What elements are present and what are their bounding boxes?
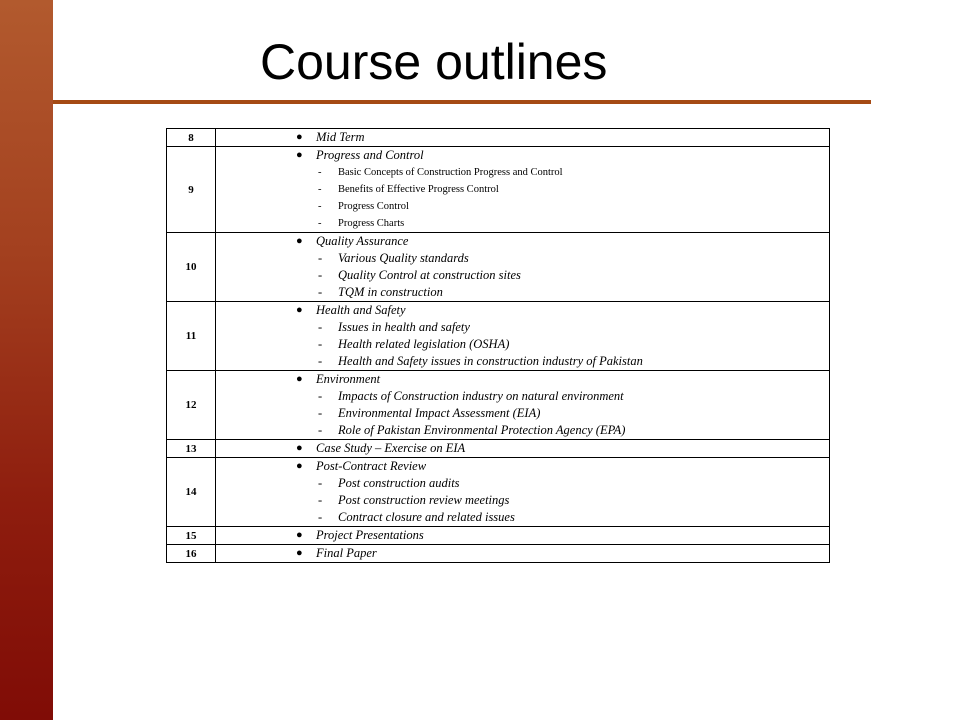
table-row (167, 545, 830, 563)
table-row (167, 440, 830, 458)
list-item (216, 250, 829, 267)
topic-title: Post-Contract Review (316, 459, 427, 473)
bullet-icon: ● (296, 529, 303, 541)
dash-icon: - (318, 201, 322, 212)
list-item (216, 215, 829, 232)
subtopic-text: Impacts of Construction industry on natural environment (338, 389, 624, 403)
subtopic-list (216, 250, 829, 301)
topic-heading (216, 147, 829, 164)
week-number: 12 (167, 371, 216, 440)
week-number: 14 (167, 458, 216, 527)
list-item (216, 319, 829, 336)
bullet-icon: ● (296, 547, 303, 559)
topic-cell (216, 233, 830, 302)
topic-heading (216, 371, 829, 388)
list-item (216, 164, 829, 181)
dash-icon: - (318, 493, 323, 507)
topic-cell (216, 147, 830, 233)
dash-icon: - (318, 320, 323, 334)
week-number: 16 (167, 545, 216, 563)
subtopic-text: TQM in construction (338, 285, 443, 299)
subtopic-text: Health related legislation (OSHA) (338, 337, 510, 351)
topic-heading (216, 233, 829, 250)
subtopic-text: Post construction review meetings (338, 493, 510, 507)
topic-cell (216, 440, 830, 458)
week-number: 13 (167, 440, 216, 458)
subtopic-list (216, 164, 829, 232)
subtopic-text: Issues in health and safety (338, 320, 470, 334)
dash-icon: - (318, 354, 323, 368)
dash-icon: - (318, 510, 323, 524)
list-item (216, 509, 829, 526)
subtopic-text: Benefits of Effective Progress Control (338, 184, 499, 195)
subtopic-text: Role of Pakistan Environmental Protection Agency (EPA) (338, 423, 626, 437)
topic-title: Mid Term (316, 130, 365, 144)
dash-icon: - (318, 389, 323, 403)
subtopic-text: Contract closure and related issues (338, 510, 515, 524)
table-row (167, 458, 830, 527)
bullet-icon: ● (296, 460, 303, 472)
topic-title: Progress and Control (316, 148, 424, 162)
dash-icon: - (318, 285, 323, 299)
bullet-icon: ● (296, 373, 303, 385)
topic-heading (216, 129, 829, 146)
topic-heading (216, 458, 829, 475)
list-item (216, 336, 829, 353)
topic-cell (216, 458, 830, 527)
subtopic-text: Health and Safety issues in construction industry of Pakistan (338, 354, 643, 368)
list-item (216, 475, 829, 492)
topic-title: Case Study – Exercise on EIA (316, 441, 466, 455)
subtopic-list (216, 319, 829, 370)
dash-icon: - (318, 406, 323, 420)
subtopic-text: Post construction audits (338, 476, 460, 490)
table-row (167, 527, 830, 545)
subtopic-text: Progress Charts (338, 218, 405, 229)
week-number: 15 (167, 527, 216, 545)
list-item (216, 422, 829, 439)
dash-icon: - (318, 218, 322, 229)
subtopic-text: Progress Control (338, 201, 409, 212)
list-item (216, 181, 829, 198)
decorative-sidebar (0, 0, 53, 720)
topic-title: Environment (316, 372, 381, 386)
week-number: 10 (167, 233, 216, 302)
dash-icon: - (318, 184, 322, 195)
dash-icon: - (318, 423, 323, 437)
topic-cell (216, 129, 830, 147)
list-item (216, 388, 829, 405)
topic-heading (216, 527, 829, 544)
subtopic-text: Quality Control at construction sites (338, 268, 521, 282)
topic-cell (216, 527, 830, 545)
topic-heading (216, 440, 829, 457)
topic-title: Quality Assurance (316, 234, 409, 248)
table-row (167, 129, 830, 147)
title-underline (53, 100, 871, 104)
week-number: 9 (167, 147, 216, 233)
table-row (167, 233, 830, 302)
topic-heading (216, 545, 829, 562)
table-row (167, 147, 830, 233)
dash-icon: - (318, 167, 322, 178)
table-row (167, 302, 830, 371)
list-item (216, 405, 829, 422)
week-number: 11 (167, 302, 216, 371)
list-item (216, 353, 829, 370)
dash-icon: - (318, 251, 323, 265)
subtopic-text: Environmental Impact Assessment (EIA) (338, 406, 541, 420)
bullet-icon: ● (296, 131, 303, 143)
list-item (216, 198, 829, 215)
course-outline-table (166, 128, 830, 563)
bullet-icon: ● (296, 304, 303, 316)
topic-title: Final Paper (316, 546, 377, 560)
list-item (216, 492, 829, 509)
topic-heading (216, 302, 829, 319)
list-item (216, 267, 829, 284)
slide-title: Course outlines (260, 34, 608, 90)
subtopic-list (216, 388, 829, 439)
dash-icon: - (318, 268, 323, 282)
topic-cell (216, 545, 830, 563)
topic-cell (216, 371, 830, 440)
bullet-icon: ● (296, 149, 303, 161)
table-row (167, 371, 830, 440)
topic-title: Project Presentations (316, 528, 424, 542)
dash-icon: - (318, 337, 323, 351)
bullet-icon: ● (296, 235, 303, 247)
subtopic-text: Basic Concepts of Construction Progress and Control (338, 167, 563, 178)
bullet-icon: ● (296, 442, 303, 454)
list-item (216, 284, 829, 301)
subtopic-list (216, 475, 829, 526)
week-number: 8 (167, 129, 216, 147)
topic-cell (216, 302, 830, 371)
dash-icon: - (318, 476, 323, 490)
subtopic-text: Various Quality standards (338, 251, 469, 265)
topic-title: Health and Safety (316, 303, 406, 317)
